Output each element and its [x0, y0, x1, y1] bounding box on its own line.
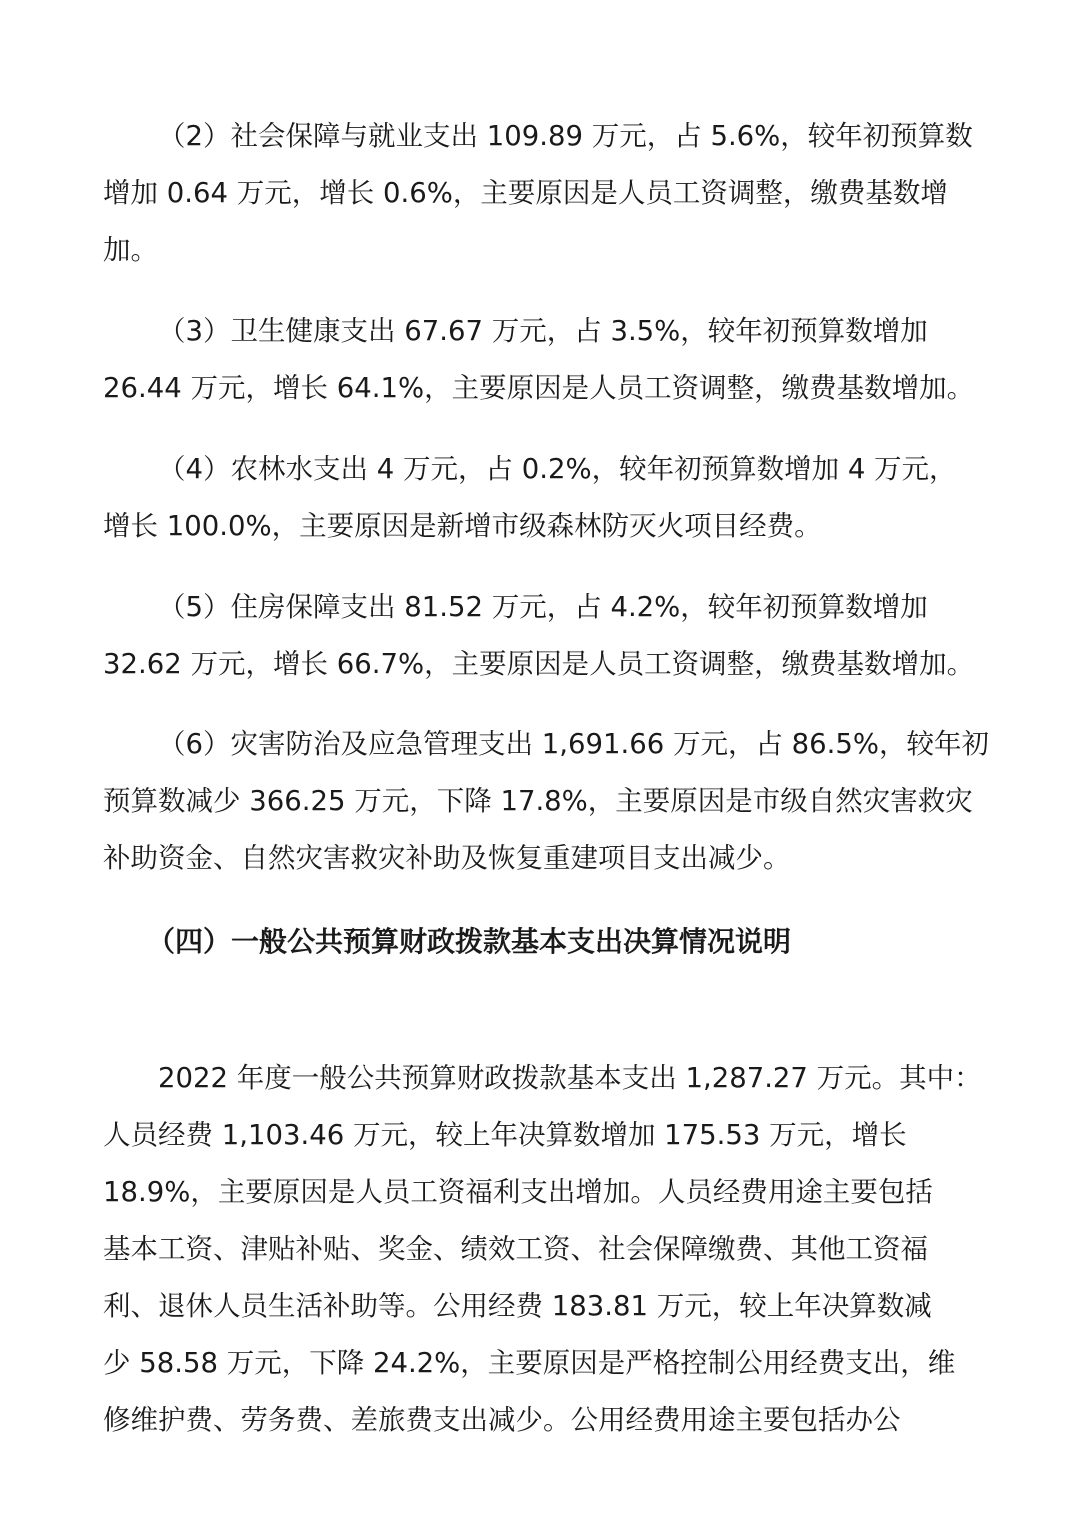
- paragraph-line: 人员经费 1,103.46 万元，较上年决算数增加 175.53 万元，增长: [103, 1119, 907, 1151]
- paragraph-line: （5）住房保障支出 81.52 万元，占 4.2%，较年初预算数增加: [158, 591, 928, 623]
- paragraph-line: 加。: [103, 234, 158, 266]
- paragraph-housing: [103, 579, 983, 693]
- paragraph-line: 基本工资、津贴补贴、奖金、绩效工资、社会保障缴费、其他工资福: [103, 1233, 928, 1265]
- paragraph-disaster-prevention: [103, 716, 990, 887]
- paragraph-line: 32.62 万元，增长 66.7%，主要原因是人员工资调整，缴费基数增加。: [103, 648, 975, 680]
- paragraph-social-security: [103, 108, 983, 279]
- paragraph-agriculture: [103, 441, 983, 555]
- paragraph-line: 增加 0.64 万元，增长 0.6%，主要原因是人员工资调整，缴费基数增: [103, 177, 948, 209]
- paragraph-line: 少 58.58 万元，下降 24.2%，主要原因是严格控制公用经费支出，维: [103, 1347, 956, 1379]
- paragraph-line: 26.44 万元，增长 64.1%，主要原因是人员工资调整，缴费基数增加。: [103, 372, 975, 404]
- paragraph-basic-expenditure: [103, 1050, 983, 1449]
- paragraph-line: 补助资金、自然灾害救灾补助及恢复重建项目支出减少。: [103, 842, 791, 874]
- paragraph-line: （4）农林水支出 4 万元，占 0.2%，较年初预算数增加 4 万元，: [158, 453, 957, 485]
- paragraph-line: 增长 100.0%，主要原因是新增市级森林防灭火项目经费。: [103, 510, 822, 542]
- paragraph-line: （3）卫生健康支出 67.67 万元，占 3.5%，较年初预算数增加: [158, 315, 928, 347]
- paragraph-health: [103, 303, 983, 417]
- paragraph-line: 18.9%，主要原因是人员工资福利支出增加。人员经费用途主要包括: [103, 1176, 933, 1208]
- paragraph-line: （2）社会保障与就业支出 109.89 万元，占 5.6%，较年初预算数: [158, 120, 973, 152]
- paragraph-line: 利、退休人员生活补助等。公用经费 183.81 万元，较上年决算数减: [103, 1290, 932, 1322]
- paragraph-line: 2022 年度一般公共预算财政拨款基本支出 1,287.27 万元。其中：: [158, 1062, 982, 1094]
- paragraph-line: （6）灾害防治及应急管理支出 1,691.66 万元，占 86.5%，较年初: [158, 728, 990, 760]
- section-heading: （四）一般公共预算财政拨款基本支出决算情况说明: [147, 925, 792, 958]
- paragraph-line: 预算数减少 366.25 万元，下降 17.8%，主要原因是市级自然灾害救灾: [103, 785, 973, 817]
- paragraph-line: 修维护费、劳务费、差旅费支出减少。公用经费用途主要包括办公: [103, 1404, 901, 1436]
